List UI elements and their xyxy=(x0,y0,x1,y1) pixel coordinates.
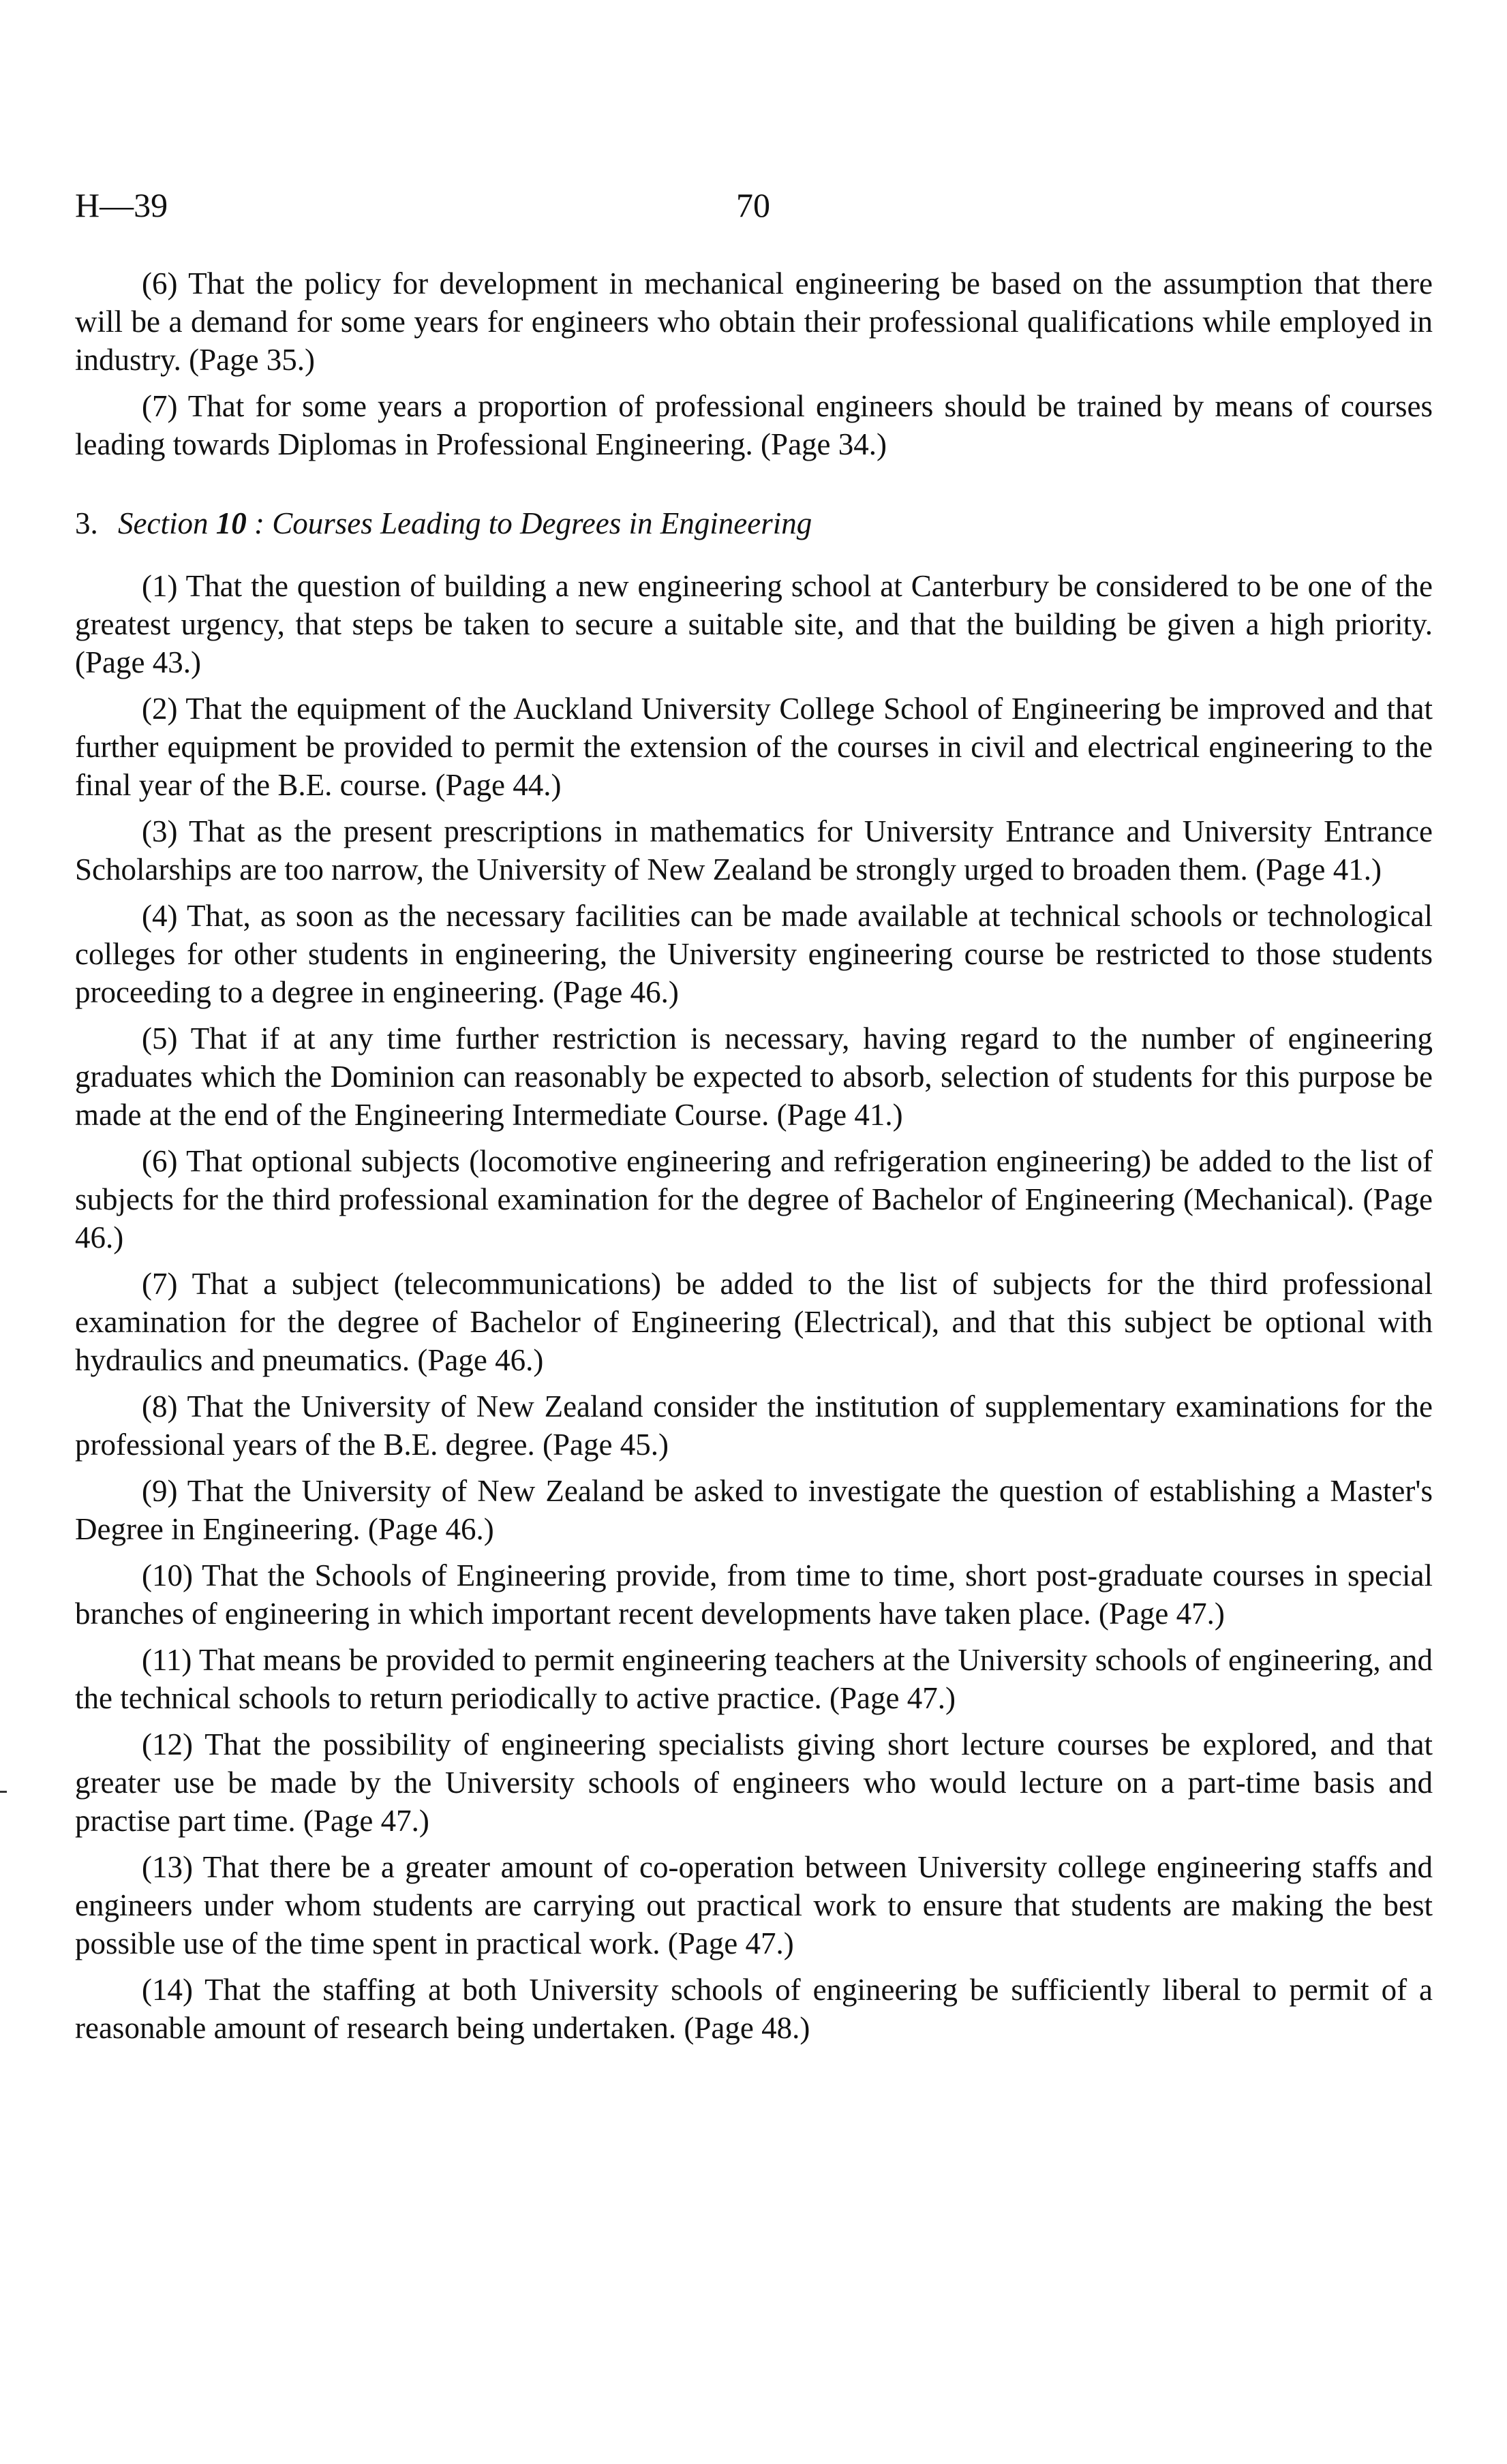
section-number: 3. xyxy=(75,506,98,540)
page-number: 70 xyxy=(736,186,770,224)
recommendation-11: (11) That means be provided to permit engineering teachers at the University schools of engineering, and the technical schools to return periodically to active practice. (Page 47.) xyxy=(75,1643,1433,1715)
recommendation-2: (2) That the equipment of the Auckland University College School of Engineering be improved and that further equipment be provided to permit the extension of the courses in civil and electrical engineering to the final year of the B.E. course. (Page 44.) xyxy=(75,692,1433,802)
margin-mark xyxy=(0,1791,7,1793)
section-separator: : xyxy=(254,506,264,540)
recommendation-4: (4) That, as soon as the necessary facilities can be made available at technical schools or technological colleges for other students in engineering, the University engineering course be restricted to those students proceeding to a degree in engineering. (Page 46.) xyxy=(75,899,1433,1009)
recommendation-3: (3) That as the present prescriptions in mathematics for University Entrance and University Entrance Scholarships are too narrow, the University of New Zealand be strongly urged to broaden them. (Page 41.) xyxy=(75,814,1433,887)
recommendation-13: (13) That there be a greater amount of co-operation between University college engineering staffs and engineers under whom students are carrying out practical work to ensure that students are making the best possible use of the time spent in practical work. (Page 47.) xyxy=(75,1850,1433,1960)
document-code: H—39 xyxy=(75,186,168,224)
section-title xyxy=(118,506,812,540)
paragraph-6-mechanical-policy: (6) That the policy for development in mechanical engineering be based on the assumption that there will be a demand for some years for engineers who obtain their professional qualifications while employed in industry. (Page 35.) xyxy=(75,266,1433,377)
recommendation-10: (10) That the Schools of Engineering provide, from time to time, short post-graduate courses in special branches of engineering in which important recent developments have taken place. (Page 47.) xyxy=(75,1558,1433,1631)
recommendation-1: (1) That the question of building a new engineering school at Canterbury be considered to be one of the greatest urgency, that steps be taken to secure a suitable site, and that the building be given a high priority. (Page 43.) xyxy=(75,569,1433,679)
page-body xyxy=(75,264,1433,2047)
recommendation-6: (6) That optional subjects (locomotive engineering and refrigeration engineering) be added to the list of subjects for the third professional examination for the degree of Bachelor of Engineering (Mechanical). (Page 46.) xyxy=(75,1144,1433,1254)
recommendation-7: (7) That a subject (telecommunications) be added to the list of subjects for the third professional examination for the degree of Bachelor of Engineering (Electrical), and that this subject be optional with hydraulics and pneumatics. (Page 46.) xyxy=(75,1267,1433,1377)
recommendation-8: (8) That the University of New Zealand consider the institution of supplementary examinations for the professional years of the B.E. degree. (Page 45.) xyxy=(75,1389,1433,1462)
recommendation-14: (14) That the staffing at both University schools of engineering be sufficiently liberal to permit of a reasonable amount of research being undertaken. (Page 48.) xyxy=(75,1973,1433,2045)
paragraph-7-diplomas: (7) That for some years a proportion of professional engineers should be trained by means of courses leading towards Diplomas in Professional Engineering. (Page 34.) xyxy=(75,389,1433,461)
section-label: Section xyxy=(118,506,209,540)
section-heading xyxy=(75,504,1433,542)
recommendation-5: (5) That if at any time further restriction is necessary, having regard to the number of engineering graduates which the Dominion can reasonably be expected to absorb, selection of students for this purpose be made at the end of the Engineering Intermediate Course. (Page 41.) xyxy=(75,1021,1433,1132)
recommendation-9: (9) That the University of New Zealand be asked to investigate the question of establishing a Master's Degree in Engineering. (Page 46.) xyxy=(75,1474,1433,1546)
page-header xyxy=(75,185,1432,233)
recommendation-12: (12) That the possibility of engineering specialists giving short lecture courses be explored, and that greater use be made by the University schools of engineers who would lecture on a part-time basis and practise part time. (Page 47.) xyxy=(75,1727,1433,1838)
section-title-text: Courses Leading to Degrees in Engineering xyxy=(272,506,812,540)
section-no: 10 xyxy=(215,506,247,540)
